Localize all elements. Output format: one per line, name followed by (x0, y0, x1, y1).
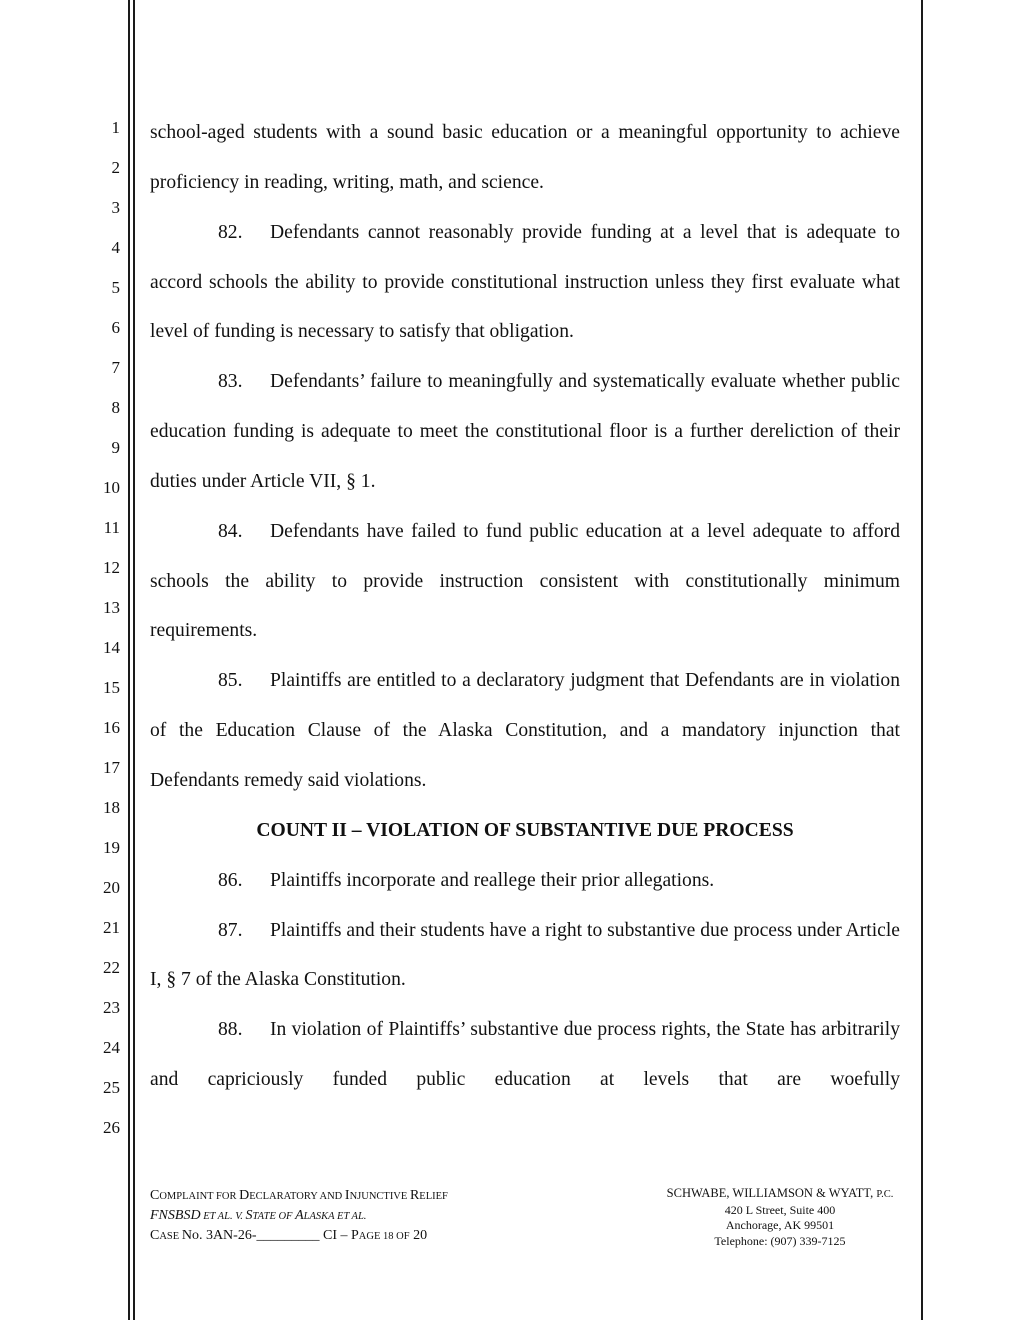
line-number: 8 (111, 398, 120, 417)
paragraph-number: 87. (218, 919, 243, 941)
footer-text: AGE 18 (358, 1231, 397, 1242)
line-number: 16 (103, 718, 120, 737)
line-number: 26 (103, 1118, 120, 1137)
line-number: 18 (103, 798, 120, 817)
line-number: 19 (103, 838, 120, 857)
footer-text: ELIEF (419, 1191, 448, 1202)
footer-firm-phone: Telephone: (907) 339-7125 (714, 1233, 846, 1248)
line-number: 23 (103, 998, 120, 1017)
footer-text: OMPLAINT FOR (159, 1191, 240, 1202)
footer-text: R (409, 1188, 420, 1203)
footer-text: TATE OF (252, 1211, 296, 1222)
line-number: 10 (103, 478, 120, 497)
paragraph-85 (150, 656, 900, 806)
paragraph-text: Plaintiffs incorporate and reallege their prior allegations. (270, 869, 715, 891)
line-number: 13 (103, 598, 120, 617)
paragraph-number: 84. (218, 520, 243, 542)
footer-firm-name (640, 1186, 920, 1203)
footer-text: ET AL. V. (200, 1211, 246, 1222)
paragraph-text: Defendants’ failure to meaningfully and systematically evaluate whether public education funding is adequate to meet the constitutional floor is a further dereliction of their duties under Article VII, § 1. (150, 371, 900, 492)
footer-firm-street: 420 L Street, Suite 400 (724, 1202, 836, 1217)
footer-text: FNSBSD (150, 1208, 201, 1223)
paragraph-text: Plaintiffs and their students have a right to substantive due process under Article I, § 7 of the Alaska Constitution. (150, 919, 900, 991)
left-margin-rule-inner (133, 0, 135, 1320)
footer-text: o. 3AN-26-_________ CI – (191, 1228, 351, 1243)
pleading-body (150, 108, 900, 1105)
paragraph-83 (150, 357, 900, 507)
paragraph-88 (150, 1005, 900, 1105)
line-number: 17 (103, 758, 120, 777)
paragraph-text: Plaintiffs are entitled to a declaratory judgment that Defendants are in violation of the Education Clause of the Alaska Constitution, and a mandatory injunction that Defendants remedy said violations. (150, 670, 900, 791)
line-number: 9 (111, 438, 120, 457)
paragraph-number: 83. (218, 371, 243, 393)
footer-text: LASKA ET AL. (303, 1211, 367, 1222)
line-number: 4 (111, 238, 120, 257)
line-number: 15 (103, 678, 120, 697)
footer-firm-block (640, 1186, 920, 1249)
line-number: 22 (103, 958, 120, 977)
paragraph-84 (150, 507, 900, 657)
line-number: 3 (111, 198, 120, 217)
line-number: 14 (103, 638, 120, 657)
line-number: 21 (103, 918, 120, 937)
footer-text: C (150, 1188, 160, 1203)
footer-text: & (816, 1186, 826, 1200)
line-number: 7 (111, 358, 120, 377)
footer-document-caption (150, 1186, 448, 1246)
count-heading: COUNT II – VIOLATION OF SUBSTANTIVE DUE PROCESS (256, 819, 794, 841)
paragraph-number: 82. (218, 221, 243, 243)
line-number: 12 (103, 558, 120, 577)
line-number: 2 (111, 158, 120, 177)
paragraph-text: In violation of Plaintiffs’ substantive due process rights, the State has arbitrarily and capriciously funded public education at levels that are woefully (150, 1019, 900, 1091)
footer-case-number (150, 1226, 448, 1246)
paragraph-86 (150, 856, 900, 906)
footer-text: C (150, 1228, 160, 1243)
footer-text: ECLARATORY AND (249, 1191, 345, 1202)
footer-text: SCHWABE, WILLIAMSON (666, 1186, 817, 1200)
line-number: 24 (103, 1038, 120, 1057)
footer-text: I (344, 1188, 350, 1203)
footer-case-caption (150, 1206, 448, 1226)
paragraph-number: 85. (218, 670, 243, 692)
paragraph-87 (150, 906, 900, 1006)
paragraph-number: 88. (218, 1019, 243, 1041)
footer-firm-city: Anchorage, AK 99501 (725, 1218, 835, 1232)
footer-text: NJUNCTIVE (349, 1191, 410, 1202)
line-number: 11 (103, 518, 120, 537)
paragraph-number: 86. (218, 869, 243, 891)
footer-document-title (150, 1186, 448, 1206)
footer-text: S (245, 1208, 253, 1223)
footer-text: OF (396, 1231, 410, 1242)
paragraph-text: Defendants have failed to fund public education at a level adequate to afford schools the ability to provide instruction consistent with constitutionally minimum requirements. (150, 520, 900, 642)
footer-text: A (295, 1208, 304, 1223)
left-margin-rule-outer (128, 0, 130, 1320)
line-number: 5 (111, 278, 120, 297)
line-number: 25 (103, 1078, 120, 1097)
line-number: 6 (111, 318, 120, 337)
line-number: 1 (111, 118, 120, 137)
footer-text: N (181, 1228, 192, 1243)
footer-text: D (239, 1188, 250, 1203)
footer-text: ASE (159, 1231, 182, 1242)
footer-text: P (350, 1228, 359, 1243)
line-number: 20 (103, 878, 120, 897)
footer-text: P.C. (876, 1189, 894, 1200)
paragraph-82 (150, 208, 900, 358)
footer-text: 20 (409, 1228, 428, 1243)
continued-paragraph: school-aged students with a sound basic education or a meaningful opportunity to achieve proficiency in reading, writing, math, and science. (150, 122, 900, 193)
paragraph-text: Defendants cannot reasonably provide funding at a level that is adequate to accord schools the ability to provide constitutional instruction unless they first evaluate what level of funding is necessary to satisfy that obligation. (150, 221, 900, 343)
right-margin-rule (921, 0, 923, 1320)
footer-text: WYATT, (825, 1186, 877, 1200)
